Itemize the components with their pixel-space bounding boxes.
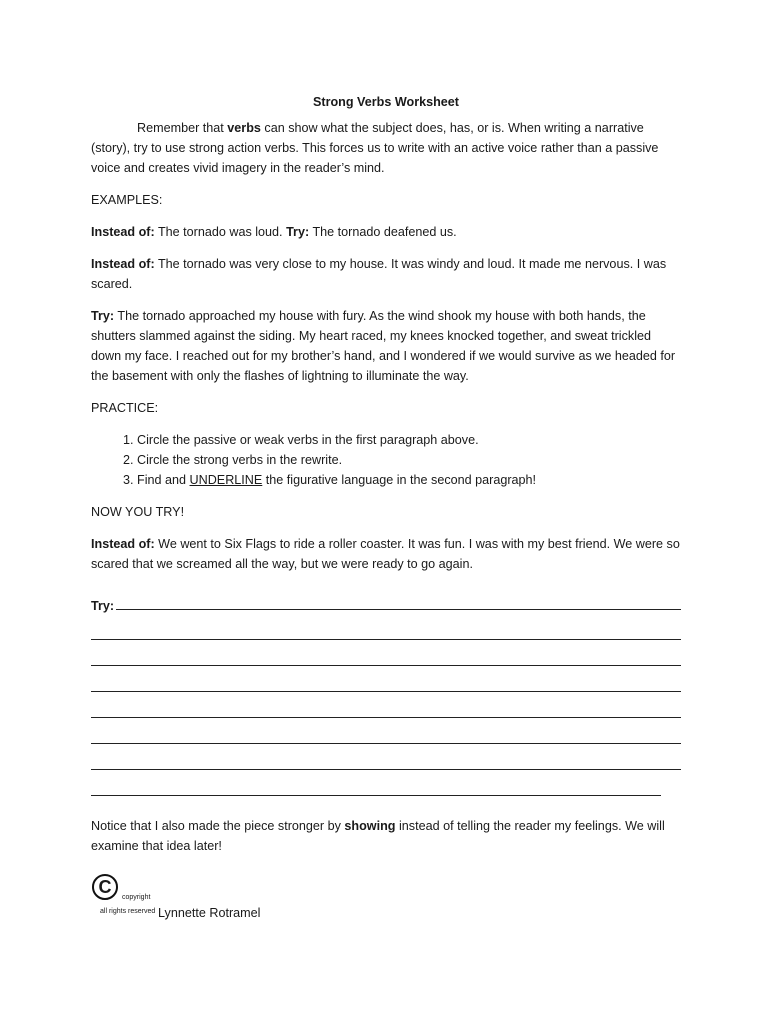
writing-lines[interactable] <box>91 588 681 796</box>
notice-showing-word: showing <box>344 819 396 833</box>
writing-line[interactable] <box>91 640 681 666</box>
example1-try-label: Try: <box>286 225 310 239</box>
practice-list <box>91 430 681 490</box>
writing-rule <box>116 608 681 610</box>
rights-reserved-text: all rights reserved <box>100 908 156 915</box>
example2-paragraph <box>91 254 681 294</box>
notice-part1: Notice that I also made the piece stronger by <box>91 819 345 833</box>
practice-item3-pre: Find and <box>137 473 190 487</box>
practice-heading: PRACTICE: <box>91 401 159 415</box>
example3-try-label: Try: <box>91 309 115 323</box>
example1-paragraph <box>91 222 681 242</box>
writing-line[interactable] <box>91 614 681 640</box>
notice-part2: instead of telling the reader my feelings. We will examine that idea later! <box>91 819 665 853</box>
writing-line[interactable] <box>91 744 681 770</box>
example2-instead-label: Instead of: <box>91 257 155 271</box>
author-name: Lynnette Rotramel <box>158 906 261 920</box>
intro-paragraph <box>91 118 681 178</box>
intro-verbs-word: verbs <box>227 121 261 135</box>
now-instead-label: Instead of: <box>91 537 155 551</box>
writing-line-try[interactable] <box>91 588 681 614</box>
practice-item <box>137 470 681 490</box>
practice-item3-underline: UNDERLINE <box>189 473 263 487</box>
copyright-word: copyright <box>122 894 151 901</box>
example1-instead-text: The tornado was loud. <box>154 225 287 239</box>
example1-instead-label: Instead of: <box>91 225 155 239</box>
example3-try-text: The tornado approached my house with fury. As the wind shook my house with both hands, the shutters slammed against the siding. My heart raced, my knees knocked together, and sweat trickled down my face. I reached out for my brother’s hand, and I wondered if we would survive as we headed for the basement with only the flashes of lightning to illuminate the way. <box>91 309 676 383</box>
now-instead-text: We went to Six Flags to ride a roller coaster. It was fun. I was with my best friend. We were so scared that we screamed all the way, but we were ready to go again. <box>91 537 680 571</box>
page-title: Strong Verbs Worksheet <box>312 95 460 109</box>
now-prompt-paragraph <box>91 534 681 574</box>
example1-try-text: The tornado deafened us. <box>309 225 457 239</box>
writing-line[interactable] <box>91 770 661 796</box>
try-label: Try: <box>91 599 115 613</box>
practice-item: 2. Circle the strong verbs in the rewrite. <box>137 450 681 470</box>
intro-part2: can show what the subject does, has, or is. When writing a narrative (story), try to use strong action verbs. This forces us to write with an active voice rather than a passive voice and creates vivid imagery in the reader’s mind. <box>91 121 659 175</box>
worksheet-content <box>91 92 681 868</box>
examples-heading: EXAMPLES: <box>91 193 163 207</box>
practice-item: 1. Circle the passive or weak verbs in the first paragraph above. <box>137 430 681 450</box>
writing-line[interactable] <box>91 718 681 744</box>
writing-line[interactable] <box>91 666 681 692</box>
example3-paragraph <box>91 306 681 386</box>
intro-part1: Remember that <box>137 121 228 135</box>
writing-line[interactable] <box>91 692 681 718</box>
practice-item3-post: the figurative language in the second paragraph! <box>262 473 537 487</box>
example2-instead-text: The tornado was very close to my house. It was windy and loud. It made me nervous. I was scared. <box>91 257 667 291</box>
now-you-try-heading: NOW YOU TRY! <box>91 505 185 519</box>
notice-paragraph <box>91 816 681 856</box>
copyright-icon: C <box>92 874 118 900</box>
copyright-block <box>92 874 332 924</box>
